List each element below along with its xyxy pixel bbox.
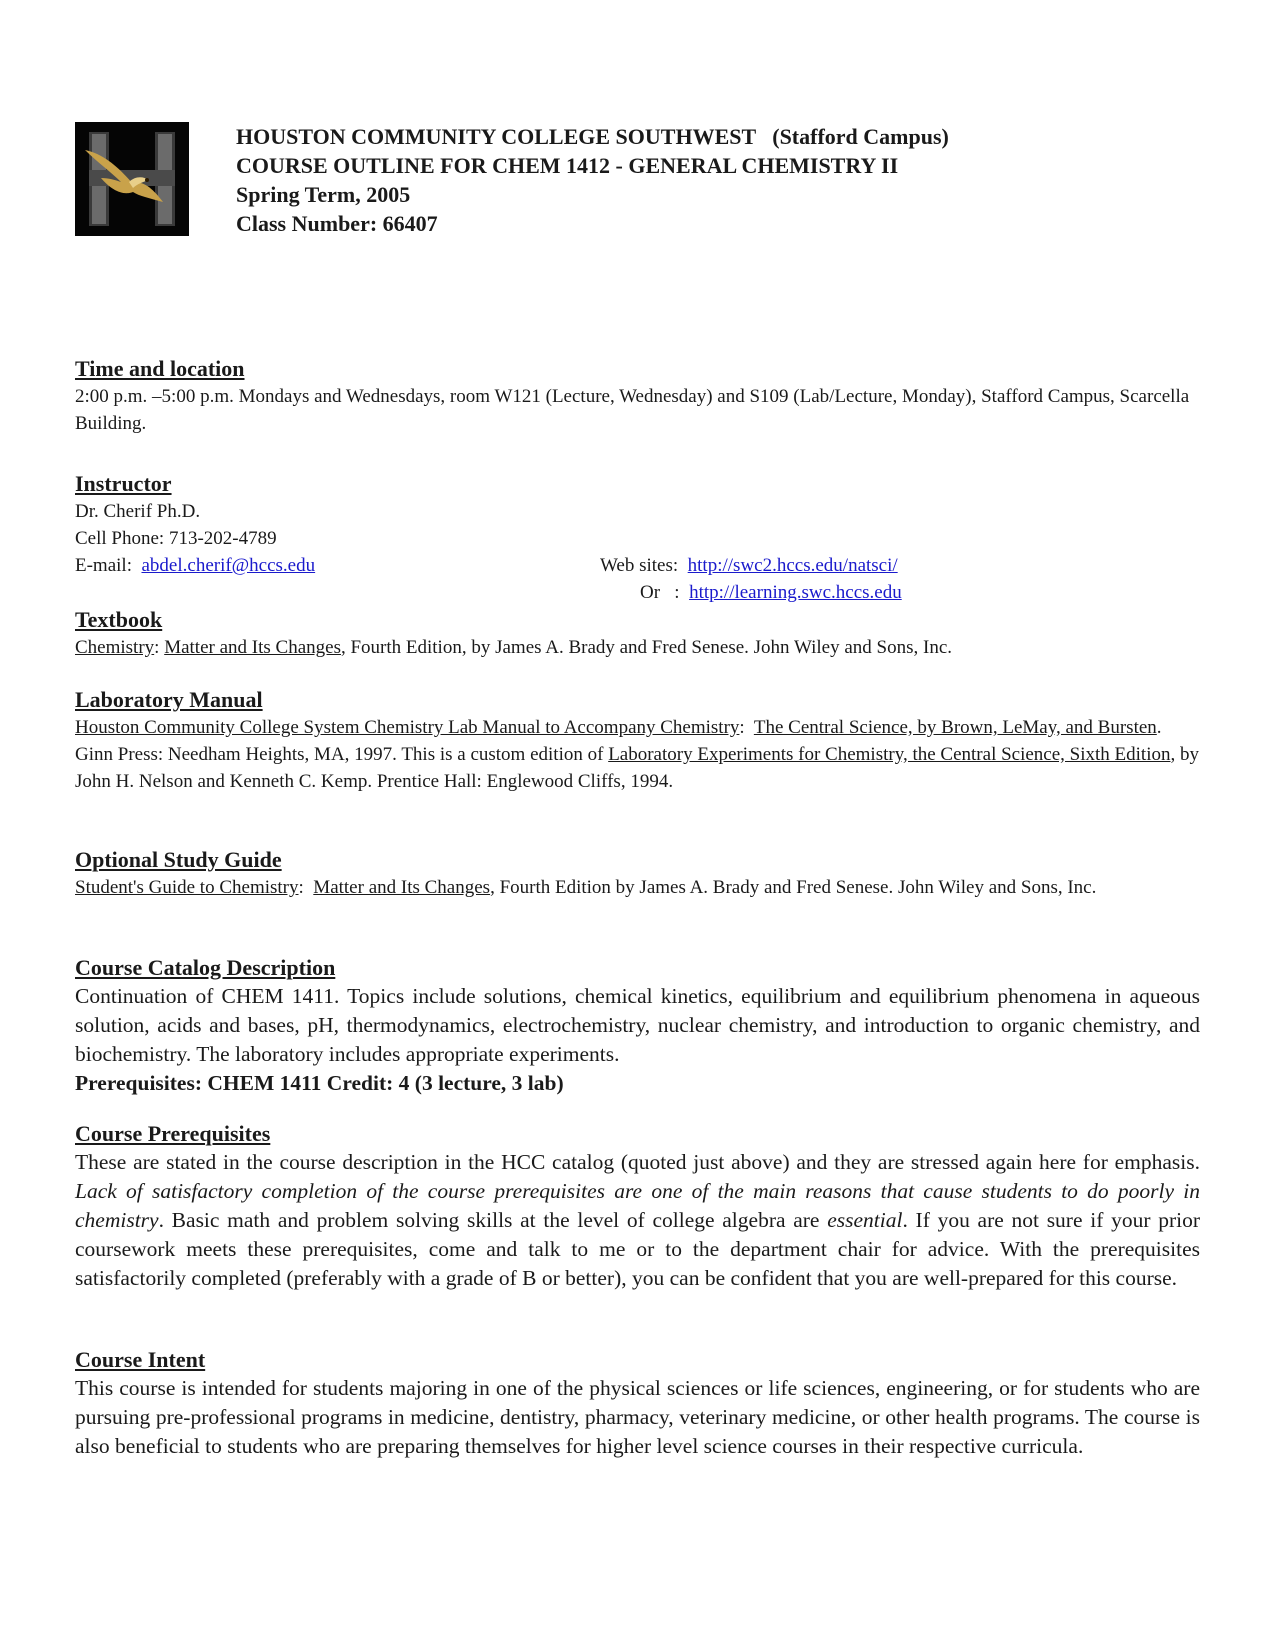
email-link[interactable]: abdel.cherif@hccs.edu <box>141 555 316 576</box>
intent-section <box>75 1346 1200 1461</box>
instructor-name: Dr. Cherif Ph.D. <box>75 501 201 522</box>
textbook-text <box>75 634 1200 661</box>
eagle-logo-icon <box>75 122 189 236</box>
textbook-sep: : <box>154 637 165 658</box>
textbook-section <box>75 606 1200 661</box>
catalog-prerequisites: Prerequisites: CHEM 1411 Credit: 4 (3 lecture, 3 lab) <box>75 1071 564 1095</box>
catalog-section <box>75 954 1200 1098</box>
web-label: Web sites: <box>600 555 688 576</box>
email-label: E-mail: <box>75 555 142 576</box>
lab-manual-title3: Laboratory Experiments for Chemistry, the Central Science, Sixth Edition <box>608 744 1171 765</box>
web-line-2 <box>640 579 902 606</box>
study-guide-heading: Optional Study Guide <box>75 847 282 872</box>
college-name: HOUSTON COMMUNITY COLLEGE SOUTHWEST (Stafford Campus) <box>236 124 949 149</box>
email-web-row <box>75 552 1200 579</box>
intent-heading: Course Intent <box>75 1347 206 1372</box>
time-location-heading: Time and location <box>75 356 245 381</box>
web-line <box>600 552 898 579</box>
lab-manual-rest: , by John H. Nelson and Kenneth C. Kemp. Prentice Hall: Englewood Cliffs, 1994. <box>75 744 1199 792</box>
study-guide-title1: Student's Guide to Chemistry <box>75 877 299 898</box>
lab-manual-title2: The Central Science, by Brown, LeMay, and Bursten <box>753 717 1157 738</box>
textbook-title-a: Chemistry <box>75 637 155 658</box>
prereq-emphasis: Lack of satisfactory completion of the course prerequisites are one of the main reasons that cause students to do poorly in chemistry <box>75 1179 1200 1232</box>
textbook-heading: Textbook <box>75 607 163 632</box>
lab-manual-section <box>75 686 1200 795</box>
prerequisites-text <box>75 1148 1200 1293</box>
or-label: Or : <box>640 582 690 603</box>
study-guide-title2: Matter and Its Changes <box>313 877 491 898</box>
textbook-title-b: Matter and Its Changes <box>164 637 341 658</box>
time-location-section <box>75 355 1200 437</box>
lab-manual-sep: : <box>739 717 754 738</box>
study-guide-text <box>75 874 1200 901</box>
lab-manual-title1: Houston Community College System Chemistry Lab Manual to Accompany Chemistry <box>75 717 740 738</box>
web-link-learning[interactable]: http://learning.swc.hccs.edu <box>689 582 902 603</box>
lab-manual-mid: . Ginn Press: Needham Heights, MA, 1997. This is a custom edition of <box>75 717 1162 765</box>
document-header <box>236 122 949 238</box>
instructor-phone: Cell Phone: 713-202-4789 <box>75 528 277 549</box>
prereq-part-1: These are stated in the course description in the HCC catalog (quoted just above) and they are stressed again here for emphasis. <box>75 1150 1200 1174</box>
study-guide-section <box>75 846 1200 901</box>
textbook-rest: , Fourth Edition, by James A. Brady and Fred Senese. John Wiley and Sons, Inc. <box>340 637 953 658</box>
intent-text: This course is intended for students majoring in one of the physical sciences or life sciences, engineering, or for students who are pursuing pre-professional programs in medicine, dentistry, pharmacy, veterinary medicine, or other health programs. The course is also beneficial to students who are preparing themselves for higher level science courses in their respective curricula. <box>75 1376 1200 1458</box>
term: Spring Term, 2005 <box>236 182 411 207</box>
college-logo <box>75 122 189 236</box>
instructor-heading: Instructor <box>75 471 172 496</box>
prereq-part-5: . If you are not sure if your prior coursework meets these prerequisites, come and talk to me or to the department chair for advice. With the prerequisites satisfactorily completed (preferably with a grade of B or better), you can be confident that you are well-prepared for this course. <box>75 1208 1200 1290</box>
prereq-part-3: . Basic math and problem solving skills at the level of college algebra are <box>158 1208 828 1232</box>
web-link-natsci[interactable]: http://swc2.hccs.edu/natsci/ <box>687 555 898 576</box>
study-guide-rest: , Fourth Edition by James A. Brady and Fred Senese. John Wiley and Sons, Inc. <box>490 877 1097 898</box>
time-location-text: 2:00 p.m. –5:00 p.m. Mondays and Wednesdays, room W121 (Lecture, Wednesday) and S109 (Lab/Lecture, Monday), Stafford Campus, Scarcella Building. <box>75 386 1190 434</box>
lab-manual-heading: Laboratory Manual <box>75 687 263 712</box>
lab-manual-text <box>75 714 1200 795</box>
course-title: COURSE OUTLINE FOR CHEM 1412 - GENERAL CHEMISTRY II <box>236 153 899 178</box>
web-or-row <box>75 579 1200 606</box>
email-line <box>75 552 315 579</box>
catalog-heading: Course Catalog Description <box>75 955 336 980</box>
study-guide-sep: : <box>298 877 314 898</box>
prerequisites-section <box>75 1120 1200 1293</box>
class-number: Class Number: 66407 <box>236 211 438 236</box>
catalog-text: Continuation of CHEM 1411. Topics include solutions, chemical kinetics, equilibrium and equilibrium phenomena in aqueous solution, acids and bases, pH, thermodynamics, electrochemistry, nuclear chemistry, and introduction to organic chemistry, and biochemistry. The laboratory includes appropriate experiments. <box>75 984 1200 1066</box>
prerequisites-heading: Course Prerequisites <box>75 1121 271 1146</box>
prereq-essential: essential <box>827 1208 903 1232</box>
instructor-section <box>75 470 1200 606</box>
